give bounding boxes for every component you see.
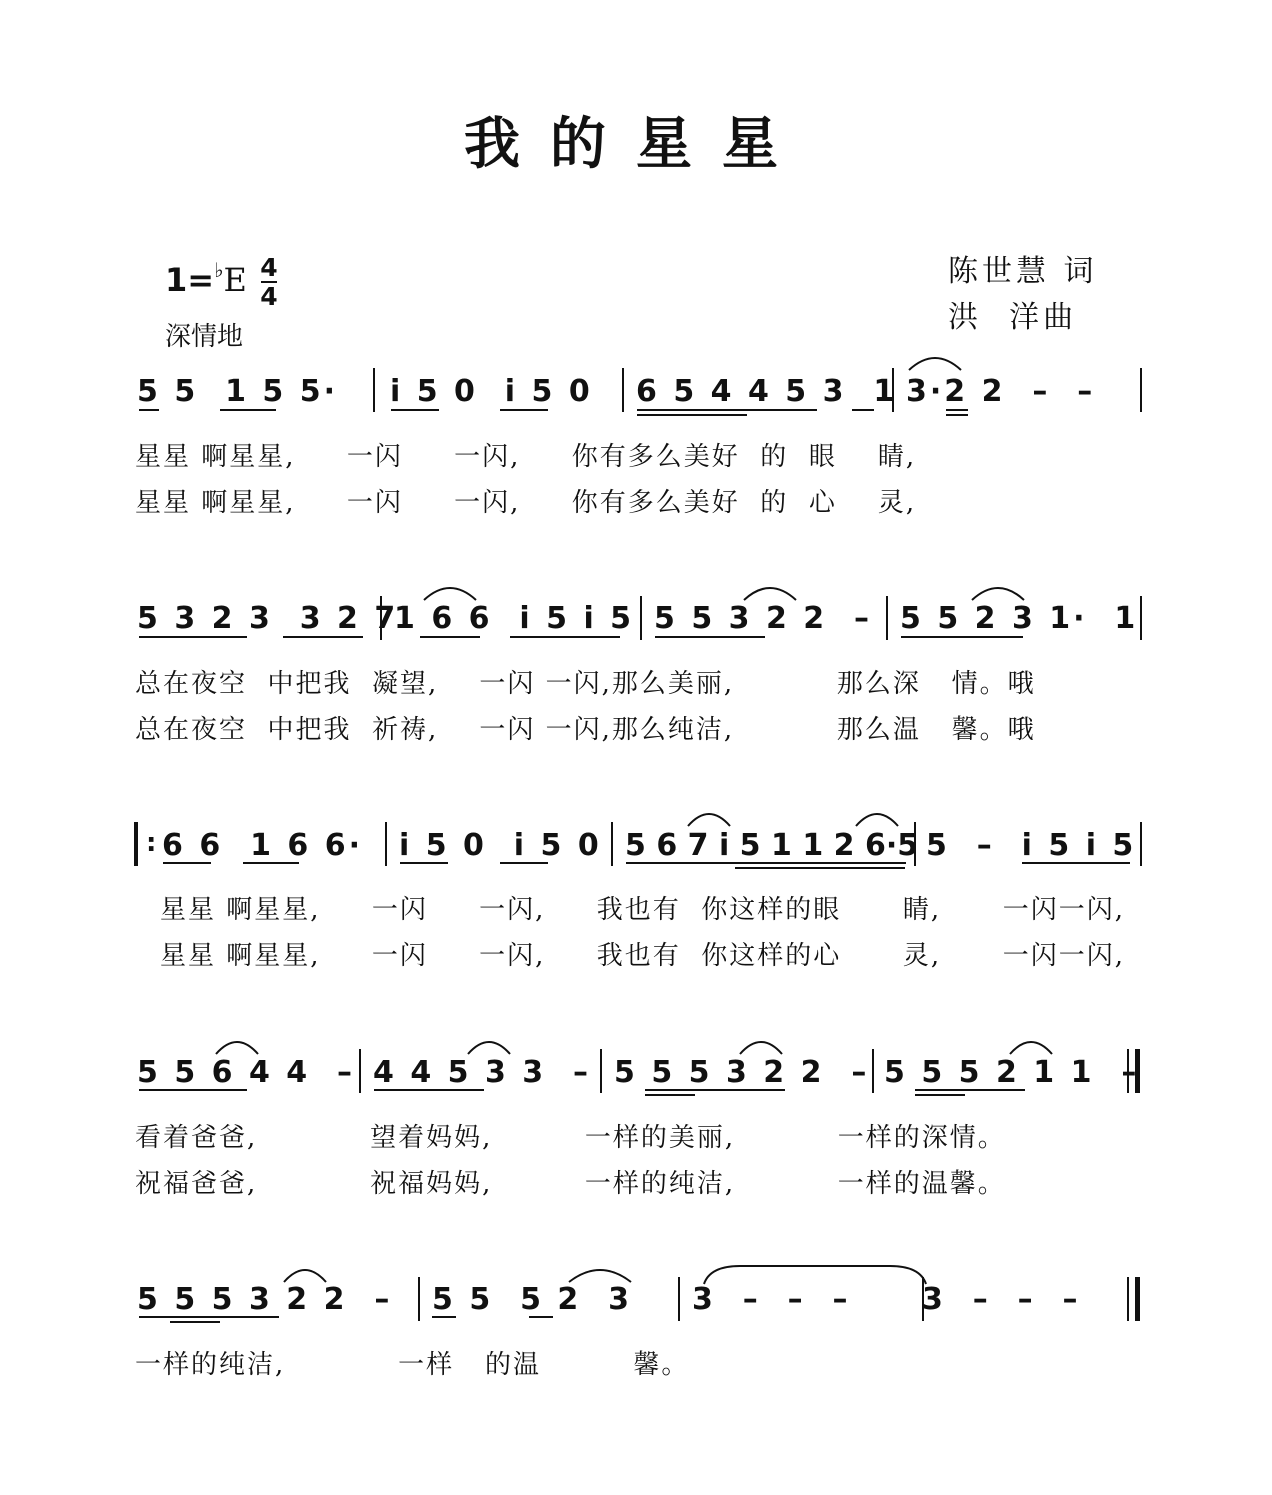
lyric-verse-1: 总在夜空 中把我 凝望, 一闪 一闪,那么美丽, 那么深 情。哦 [135,669,1036,699]
lyric-verse-1: 星星 啊星星, 一闪 一闪, 你有多么美好 的 眼 睛, [135,442,917,472]
lyric-verse-2: 总在夜空 中把我 祈祷, 一闪 一闪,那么纯洁, 那么温 馨。哦 [135,715,1036,745]
measure: 5 5 6 4 4 – [137,1055,356,1090]
tempo-marking: 深情地 [165,322,244,352]
time-top: 4 [260,253,278,282]
song-title: 我的星星 [464,111,808,177]
measure: 5 – i 5 i 5 [926,828,1137,863]
flat-sign: ♭ [214,258,224,282]
time-signature [260,254,278,310]
repeat-dots: : [146,828,160,858]
key-signature [165,258,247,299]
measure: 5 5 5 3 2 2 – [137,1282,393,1317]
measure: i 5 0 i 5 0 [399,828,602,863]
measure: 5 6 7 i 5 1 1 2 6·5 [625,828,919,863]
lyric-verse-2: 祝福爸爸, 祝福妈妈, 一样的纯洁, 一样的温馨。 [135,1169,1006,1199]
measure: 5 5 2 3 1· 1 [900,601,1139,636]
measure: 3 – – – [922,1282,1081,1317]
measure: 5 5 5 2 3 [432,1282,633,1317]
measure: 3·2 2 – – [906,374,1096,409]
measure: 5 5 3 2 2 – [654,601,873,636]
lyric-verse-2: 星星 啊星星, 一闪 一闪, 我也有 你这样的心 灵, 一闪一闪, [160,941,1125,971]
measure: i 5 0 i 5 0 [390,374,593,409]
measure: 5 5 5 2 1 1 – [884,1055,1140,1090]
lyric-verse-1: 一样的纯洁, 一样 的温 馨。 [135,1350,690,1380]
lyricist-credit: 陈世慧 词 [948,254,1098,289]
lyric-verse-2: 星星 啊星星, 一闪 一闪, 你有多么美好 的 心 灵, [135,488,917,518]
composer-credit: 洪 洋曲 [948,300,1078,335]
measure: 1 6 6 i 5 i 5 [394,601,635,636]
measure: 6 6 1 6 6· [162,828,363,863]
measure: 6 5 4 4 5 3 1 [636,374,898,409]
measure: 3 – – – [692,1282,851,1317]
lyric-verse-1: 星星 啊星星, 一闪 一闪, 我也有 你这样的眼 睛, 一闪一闪, [160,895,1125,925]
time-bottom: 4 [260,282,278,311]
measure: 5 5 1 5 5· [137,374,338,409]
key-prefix: 1= [165,261,215,299]
measure: 5 3 2 3 3 2 7 [137,601,399,636]
measure: 5 5 5 3 2 2 – [614,1055,870,1090]
lyric-verse-1: 看着爸爸, 望着妈妈, 一样的美丽, 一样的深情。 [135,1123,1006,1153]
measure: 4 4 5 3 3 – [373,1055,592,1090]
key-letter: E [223,261,247,299]
